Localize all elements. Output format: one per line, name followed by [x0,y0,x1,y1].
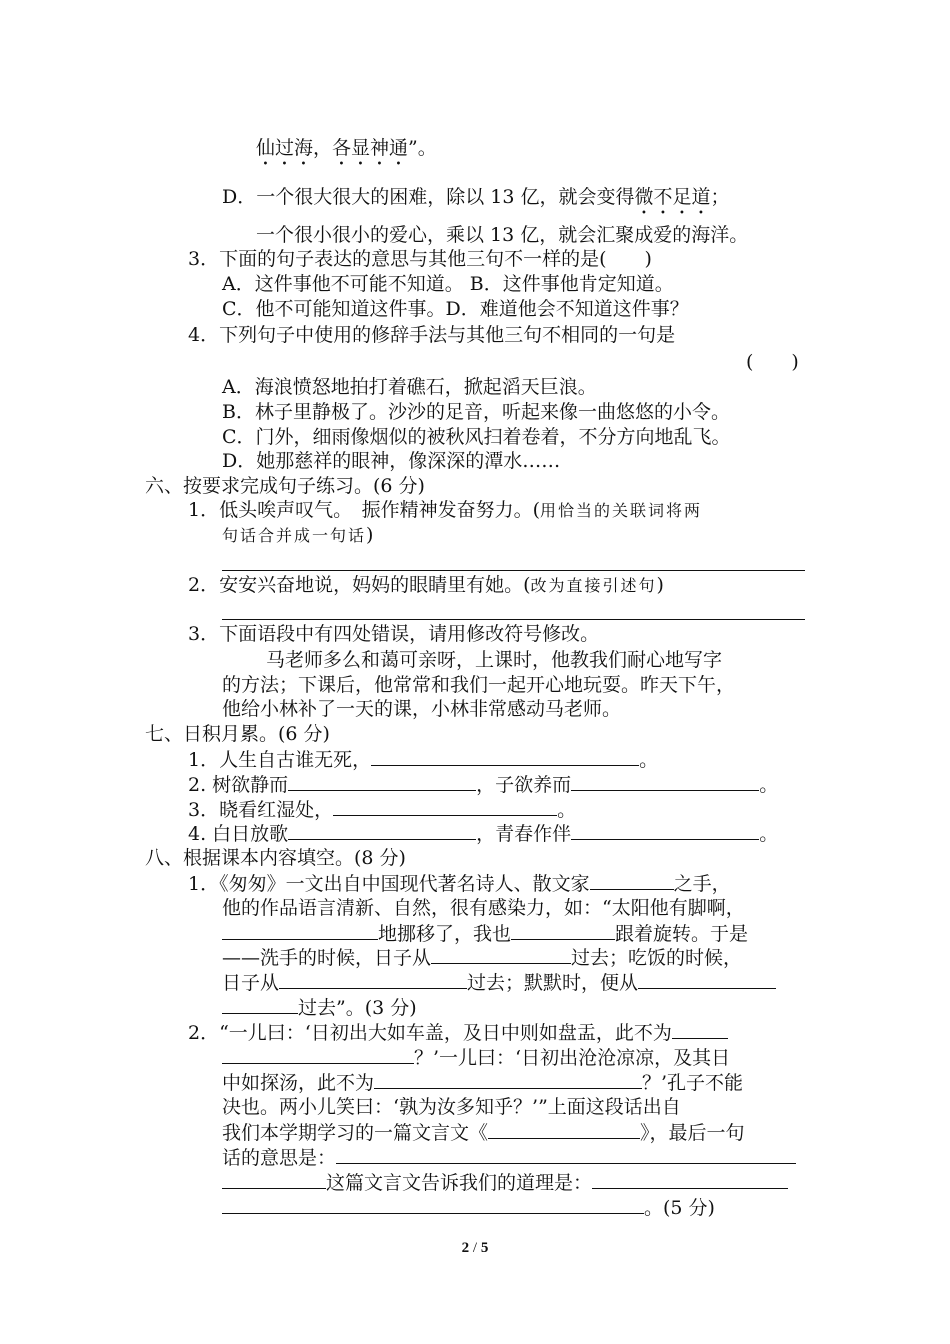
blank[interactable] [288,821,476,840]
q3-options-ab: A．这件事他不可能不知道。 B．这件事他肯定知道。 [222,273,674,295]
blank[interactable] [590,871,674,890]
paragraph-line2: 的方法；下课后，他常常和我们一起开心地玩耍。昨天下午， [222,674,736,696]
s6-q1-line1: 1．低头唉声叹气。 振作精神发奋努力。(用恰当的关联词将两 [188,499,703,521]
answer-line [222,619,805,620]
s7-q2: 2. 树欲静而 ，子欲养而 。 [188,774,779,796]
s6-q2: 2．安安兴奋地说，妈妈的眼睛里有她。(改为直接引述句) [188,574,664,596]
answer-line [222,570,805,571]
blank[interactable] [374,1070,642,1089]
option-d-line2: 一个很小很小的爱心，乘以 13 亿，就会汇聚成爱的海洋。 [256,224,749,246]
blank[interactable] [571,772,759,791]
s7-q1: 1．人生自古谁无死， 。 [188,749,659,771]
dotted-idiom: 仙过海，各显神通 [256,137,409,159]
s8-q2-line2: ？’一儿曰：‘日初出沧沧凉凉，及其日 [222,1045,730,1070]
s8-q2-line4: 决也。两小儿笑曰：‘孰为汝多知乎？’”上面这段话出自 [222,1096,681,1118]
s8-q1-line3: 地挪移了，我也 跟着旋转。于是 [222,921,748,946]
s8-q2-line8: 。(5 分) [222,1195,715,1220]
dotted-idiom: 微不足道 [634,186,711,208]
blank[interactable] [672,1020,728,1039]
section7-heading: 七、日积月累。(6 分) [145,723,330,745]
s8-q2-line3: 中如探汤，此不为 ？’孔子不能 [222,1072,744,1094]
answer-paren: ( ) [746,351,799,373]
s8-q2-line5: 我们本学期学习的一篇文言文《 》，最后一句 [222,1122,745,1144]
blank[interactable] [488,1120,640,1139]
s8-q2-line7: 这篇文言文告诉我们的道理是： [222,1170,788,1195]
q4-option-d: D．她那慈祥的眼神，像深深的潭水…… [222,450,561,472]
s7-q3: 3．晓看红湿处， 。 [188,799,577,821]
option-c-continuation: 仙过海，各显神通”。 [256,137,437,159]
paragraph-line1: 马老师多么和蔼可亲呀，上课时，他教我们耐心地写字 [266,649,723,671]
s8-q1-line6: 过去”。(3 分) [222,995,417,1020]
blank[interactable] [511,921,615,940]
blank[interactable] [222,1195,644,1214]
blank[interactable] [638,970,776,989]
paragraph-line3: 他给小林补了一天的课，小林非常感动马老师。 [222,698,622,720]
blank[interactable] [222,1045,414,1064]
q3-options-cd: C．他不可能知道这件事。D．难道他会不知道这件事？ [222,298,689,320]
blank[interactable] [279,970,467,989]
blank[interactable] [222,995,298,1014]
q4-option-c: C．门外，细雨像烟似的被秋风扫着卷着，不分方向地乱飞。 [222,426,731,448]
s8-q1-line4: ——洗手的时候，日子从 过去；吃饭的时候， [222,947,743,969]
blank[interactable] [333,797,557,816]
q4-stem: 4．下列句子中使用的修辞手法与其他三句不相同的一句是 [188,324,676,346]
option-d-line1: D．一个很大很大的困难，除以 13 亿，就会变得微不足道； [222,186,730,208]
section8-heading: 八、根据课本内容填空。(8 分) [145,847,406,869]
s8-q1-line5: 日子从 过去；默默时，便从 [222,970,776,995]
blank[interactable] [371,747,639,766]
blank[interactable] [288,772,476,791]
section6-heading: 六、按要求完成句子练习。(6 分) [145,475,425,497]
s6-q1-line2: 句话合并成一句话) [222,524,374,546]
s8-q1-line1: 1．《匆匆》一文出自中国现代著名诗人、散文家 之手， [188,873,731,895]
blank[interactable] [222,1170,326,1189]
s7-q4: 4. 白日放歌 ，青春作伴 。 [188,823,779,845]
blank[interactable] [222,921,378,940]
page-number: 2 / 5 [461,1240,489,1256]
blank[interactable] [571,821,759,840]
q4-option-a: A．海浪愤怒地拍打着礁石，掀起滔天巨浪。 [222,376,597,398]
s8-q2-line1: 2．“一儿曰：‘日初出大如车盖，及日中则如盘盂，此不为 [188,1020,728,1045]
blank[interactable] [336,1145,796,1164]
s8-q2-line6: 话的意思是： [222,1145,796,1170]
s6-q3: 3．下面语段中有四处错误，请用修改符号修改。 [188,623,600,645]
q4-option-b: B．林子里静极了。沙沙的足音，听起来像一曲悠悠的小令。 [222,401,730,423]
blank[interactable] [592,1170,788,1189]
s8-q1-line2: 他的作品语言清新、自然，很有感染力，如：“太阳他有脚啊， [222,897,745,919]
blank[interactable] [431,945,571,964]
q3-stem: 3．下面的句子表达的意思与其他三句不一样的是( ) [188,248,652,270]
